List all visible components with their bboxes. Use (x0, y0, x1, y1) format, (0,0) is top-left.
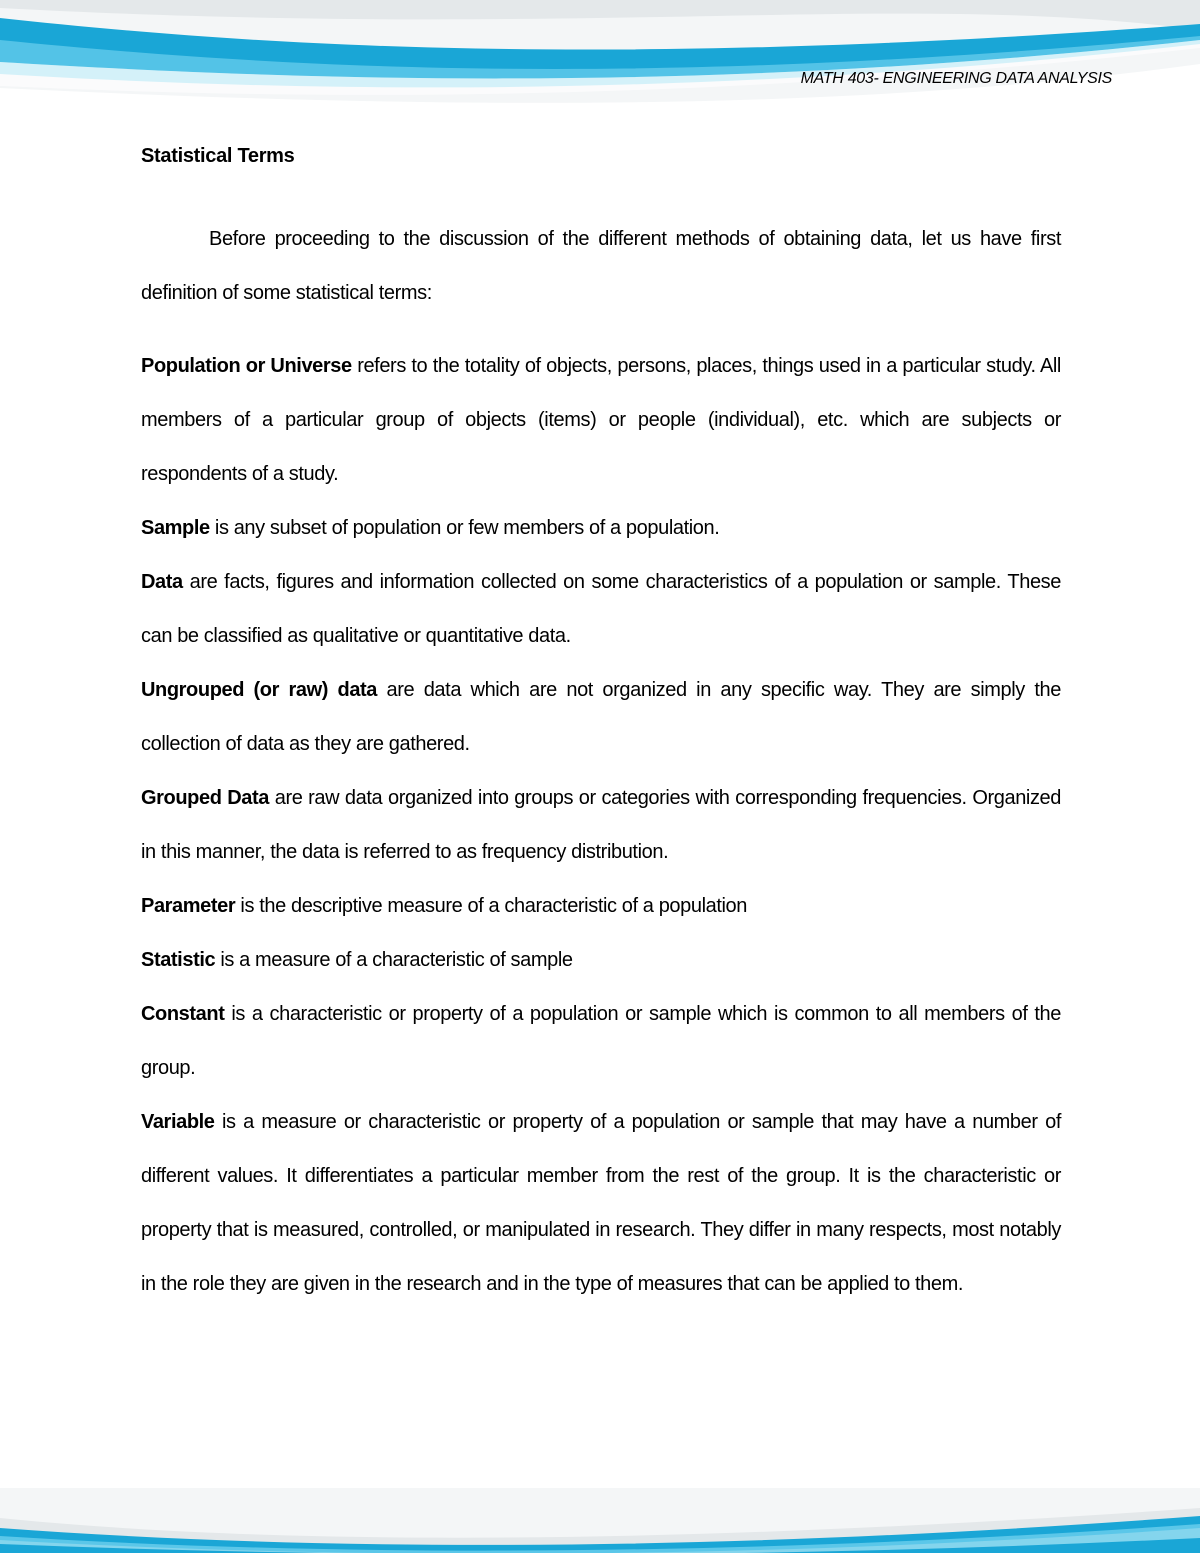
term-definition: is a measure or characteristic or property of a population or sample that may have a number of different values. It differentiates a particular member from the rest of the group. It is the characteristic or property that is measured, controlled, or manipulated in research. They differ in many respects, most notably in the role they are given in the research and in the type of measures that can be applied to them. (141, 1111, 1061, 1295)
footer-wave-banner (0, 1488, 1200, 1553)
definition-grouped-data (141, 771, 1061, 879)
definition-variable (141, 1095, 1061, 1311)
term-definition: is any subset of population or few members of a population. (209, 517, 720, 539)
header-wave-banner (0, 0, 1200, 120)
term-label: Statistic (141, 949, 216, 971)
definition-data (141, 555, 1061, 663)
definition-parameter (141, 879, 1061, 933)
term-definition: refers to the totality of objects, persons, places, things used in a particular study. All members of a particular group of objects (items) or people (individual), etc. which are subjects or respondents of a study. (141, 355, 1061, 485)
term-definition: are raw data organized into groups or categories with corresponding frequencies. Organized in this manner, the data is referred to as frequency distribution. (141, 787, 1062, 863)
term-label: Sample (141, 517, 210, 539)
term-definition: is a measure of a characteristic of sample (215, 949, 573, 971)
course-title: MATH 403- ENGINEERING DATA ANALYSIS (800, 70, 1112, 87)
term-label: Parameter (141, 895, 236, 917)
section-heading: Statistical Terms (141, 145, 295, 167)
term-label: Grouped Data (141, 787, 270, 809)
term-definition: is the descriptive measure of a characteristic of a population (235, 895, 747, 917)
definition-population (141, 339, 1061, 501)
definition-statistic (141, 933, 1061, 987)
term-label: Population or Universe (141, 355, 352, 377)
term-label: Constant (141, 1003, 225, 1025)
document-body (141, 145, 1061, 1311)
term-label: Variable (141, 1111, 215, 1133)
term-label: Data (141, 571, 183, 593)
definition-constant (141, 987, 1061, 1095)
term-definition: are facts, figures and information collected on some characteristics of a population or sample. These can be classified as qualitative or quantitative data. (141, 571, 1061, 647)
intro-paragraph: Before proceeding to the discussion of the different methods of obtaining data, let us have first definition of some statistical terms: (141, 228, 1061, 304)
term-label: Ungrouped (or raw) data (141, 679, 378, 701)
definition-sample (141, 501, 1061, 555)
term-definition: are data which are not organized in any specific way. They are simply the collection of data as they are gathered. (141, 679, 1061, 755)
term-definition: is a characteristic or property of a population or sample which is common to all members of the group. (141, 1003, 1061, 1079)
definition-ungrouped-data (141, 663, 1061, 771)
